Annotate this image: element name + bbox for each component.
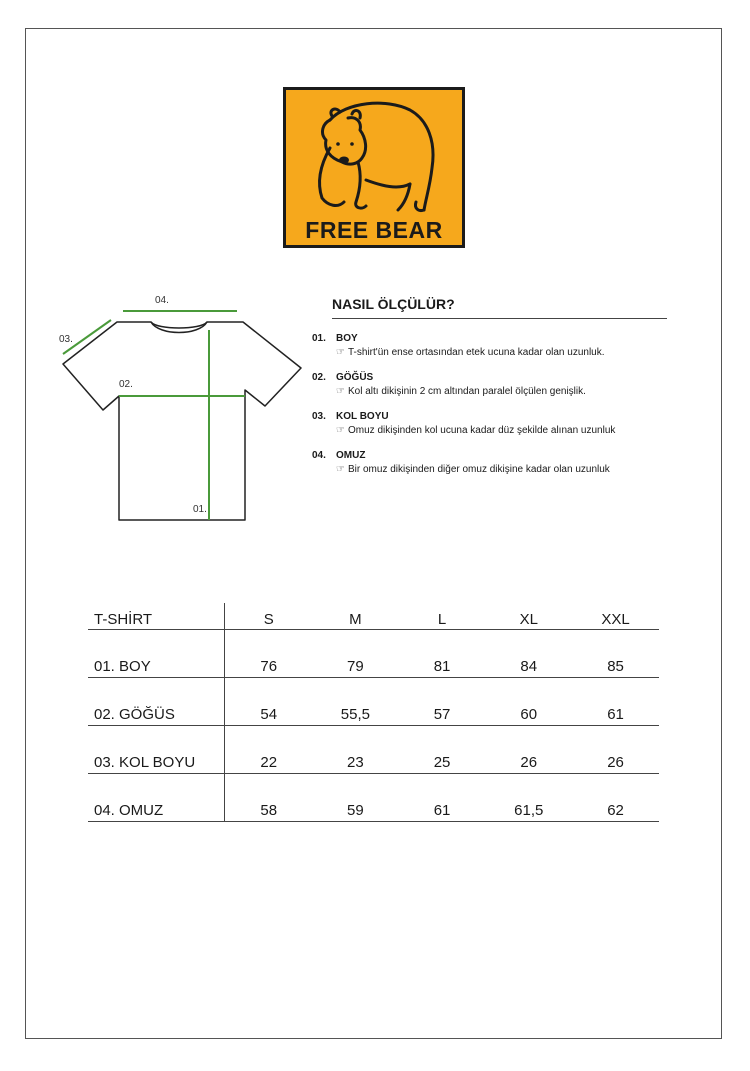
table-cell: 57 — [399, 678, 486, 726]
table-cell: 59 — [312, 774, 399, 822]
instruction-item — [312, 411, 667, 436]
instruction-desc: Kol altı dikişinin 2 cm altından paralel ölçülen genişlik. — [348, 386, 586, 397]
table-row — [88, 774, 659, 822]
brand-name: FREE BEAR — [305, 217, 443, 243]
table-cell: 61 — [572, 678, 659, 726]
table-cell: 60 — [485, 678, 572, 726]
diagram-label-02: 02. — [119, 379, 133, 390]
table-cell: 23 — [312, 726, 399, 774]
table-header-product: T-SHİRT — [88, 603, 225, 630]
diagram-label-01: 01. — [193, 504, 207, 515]
size-header-m: M — [312, 603, 399, 630]
row-label: 02. GÖĞÜS — [88, 678, 225, 726]
instruction-desc: Bir omuz dikişinden diğer omuz dikişine kadar olan uzunluk — [348, 464, 610, 475]
instruction-item — [312, 372, 667, 397]
tshirt-diagram — [55, 290, 305, 530]
table-cell: 58 — [225, 774, 312, 822]
instruction-title: BOY — [336, 333, 358, 344]
table-cell: 81 — [399, 630, 486, 678]
tshirt-outline-icon — [55, 290, 305, 530]
table-cell: 25 — [399, 726, 486, 774]
instructions-title: NASIL ÖLÇÜLÜR? — [332, 296, 667, 319]
pointing-hand-icon: ☞ — [336, 464, 345, 475]
instruction-number: 03. — [312, 411, 326, 422]
pointing-hand-icon: ☞ — [336, 425, 345, 436]
table-cell: 61,5 — [485, 774, 572, 822]
size-header-l: L — [399, 603, 486, 630]
row-label: 04. OMUZ — [88, 774, 225, 822]
table-cell: 61 — [399, 774, 486, 822]
diagram-label-04: 04. — [155, 295, 169, 306]
table-cell: 54 — [225, 678, 312, 726]
instruction-title: GÖĞÜS — [336, 372, 374, 383]
brand-logo — [283, 87, 465, 248]
table-cell: 26 — [485, 726, 572, 774]
size-table-header-row — [88, 603, 659, 630]
size-header-xxl: XXL — [572, 603, 659, 630]
instruction-number: 02. — [312, 372, 326, 383]
row-label: 03. KOL BOYU — [88, 726, 225, 774]
table-cell: 62 — [572, 774, 659, 822]
instruction-desc: Omuz dikişinden kol ucuna kadar düz şekilde alınan uzunluk — [348, 425, 616, 436]
size-header-xl: XL — [485, 603, 572, 630]
table-cell: 55,5 — [312, 678, 399, 726]
table-cell: 22 — [225, 726, 312, 774]
instruction-item — [312, 333, 667, 358]
instruction-title: KOL BOYU — [336, 411, 389, 422]
row-label: 01. BOY — [88, 630, 225, 678]
table-row — [88, 630, 659, 678]
instruction-number: 01. — [312, 333, 326, 344]
pointing-hand-icon: ☞ — [336, 386, 345, 397]
table-row — [88, 726, 659, 774]
pointing-hand-icon: ☞ — [336, 347, 345, 358]
diagram-label-03: 03. — [59, 334, 73, 345]
table-cell: 85 — [572, 630, 659, 678]
instruction-title: OMUZ — [336, 450, 366, 461]
size-table — [88, 603, 659, 822]
instruction-desc: T-shirt'ün ense ortasından etek ucuna kadar olan uzunluk. — [348, 347, 605, 358]
size-header-s: S — [225, 603, 312, 630]
table-row — [88, 678, 659, 726]
instruction-number: 04. — [312, 450, 326, 461]
table-cell: 26 — [572, 726, 659, 774]
table-cell: 84 — [485, 630, 572, 678]
table-cell: 79 — [312, 630, 399, 678]
measurement-instructions — [312, 296, 667, 475]
table-cell: 76 — [225, 630, 312, 678]
instruction-item — [312, 450, 667, 475]
